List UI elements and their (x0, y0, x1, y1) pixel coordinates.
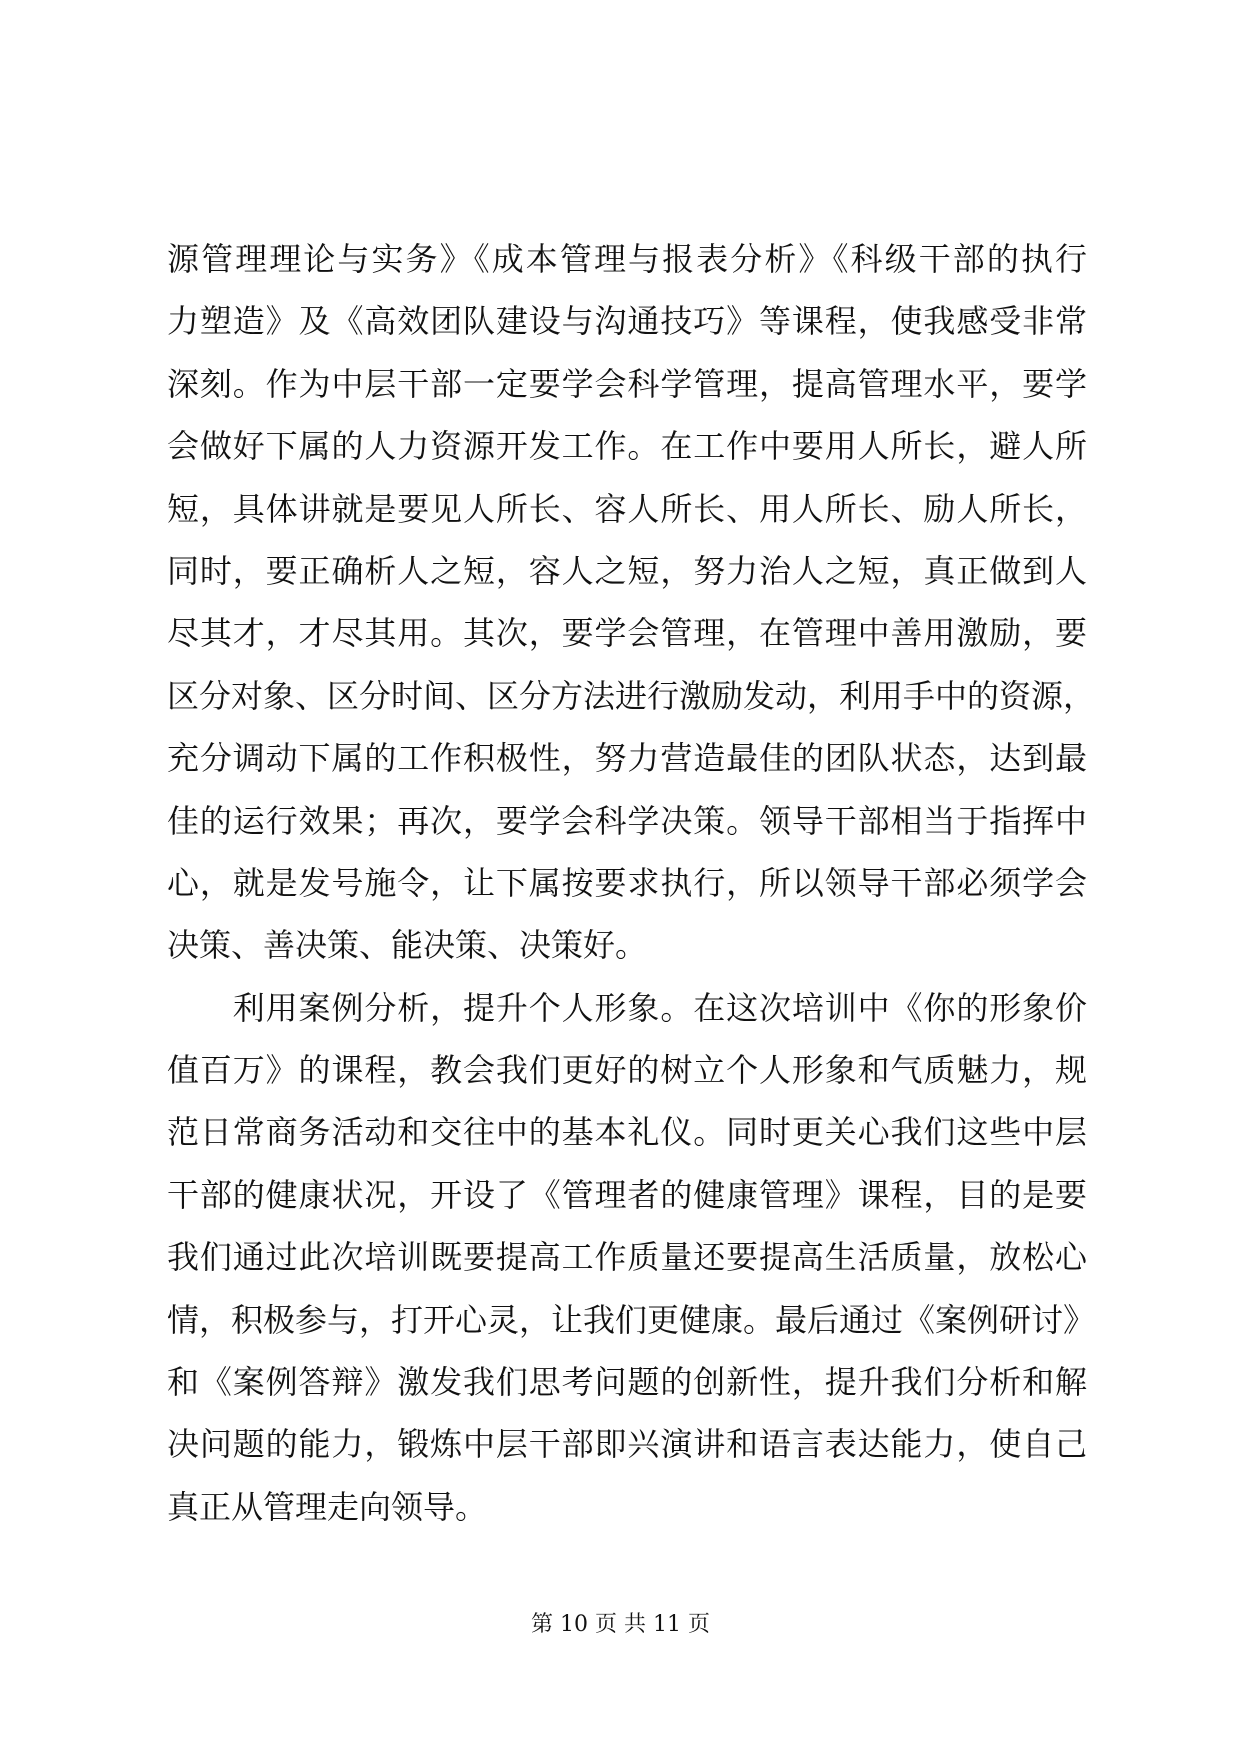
text-line: 值百万》的课程，教会我们更好的树立个人形象和气质魅力，规 (167, 1051, 1087, 1090)
text-line: 干部的健康状况，开设了《管理者的健康管理》课程，目的是要 (167, 1175, 1087, 1214)
text-line: 力塑造》及《高效团队建设与沟通技巧》等课程，使我感受非常 (167, 302, 1087, 341)
text-line: 区分对象、区分时间、区分方法进行激励发动，利用手中的资源， (167, 676, 1096, 715)
text-line: 决问题的能力，锻炼中层干部即兴演讲和语言表达能力，使自己 (167, 1425, 1087, 1464)
text-line: 会做好下属的人力资源开发工作。在工作中要用人所长，避人所 (167, 427, 1087, 466)
text-line: 范日常商务活动和交往中的基本礼仪。同时更关心我们这些中层 (167, 1113, 1087, 1152)
text-line: 充分调动下属的工作积极性，努力营造最佳的团队状态，达到最 (167, 739, 1087, 778)
text-line: 我们通过此次培训既要提高工作质量还要提高生活质量，放松心 (167, 1238, 1087, 1277)
text-line: 源管理理论与实务》《成本管理与报表分析》《科级干部的执行 (167, 240, 1087, 278)
paragraph-end-line: 决策、善决策、能决策、决策好。 (167, 926, 648, 965)
text-line: 同时，要正确析人之短，容人之短，努力治人之短，真正做到人 (167, 551, 1087, 590)
body-text (167, 228, 1096, 1538)
text-line: 尽其才，才尽其用。其次，要学会管理，在管理中善用激励，要 (167, 614, 1087, 653)
text-line: 心，就是发号施令，让下属按要求执行，所以领导干部必须学会 (167, 863, 1087, 902)
text-line: 深刻。作为中层干部一定要学会科学管理，提高管理水平，要学 (167, 364, 1087, 403)
text-line: 短，具体讲就是要见人所长、容人所长、用人所长、励人所长， (167, 489, 1087, 528)
text-line: 情，积极参与，打开心灵，让我们更健康。最后通过《案例研讨》 (167, 1300, 1096, 1339)
page-number-footer: 第 10 页 共 11 页 (531, 1612, 710, 1637)
text-line: 和《案例答辩》激发我们思考问题的创新性，提升我们分析和解 (167, 1363, 1087, 1402)
text-line: 利用案例分析，提升个人形象。在这次培训中《你的形象价 (167, 988, 1087, 1027)
paragraph-end-line: 真正从管理走向领导。 (167, 1487, 488, 1526)
text-line: 佳的运行效果；再次，要学会科学决策。领导干部相当于指挥中 (167, 801, 1087, 840)
